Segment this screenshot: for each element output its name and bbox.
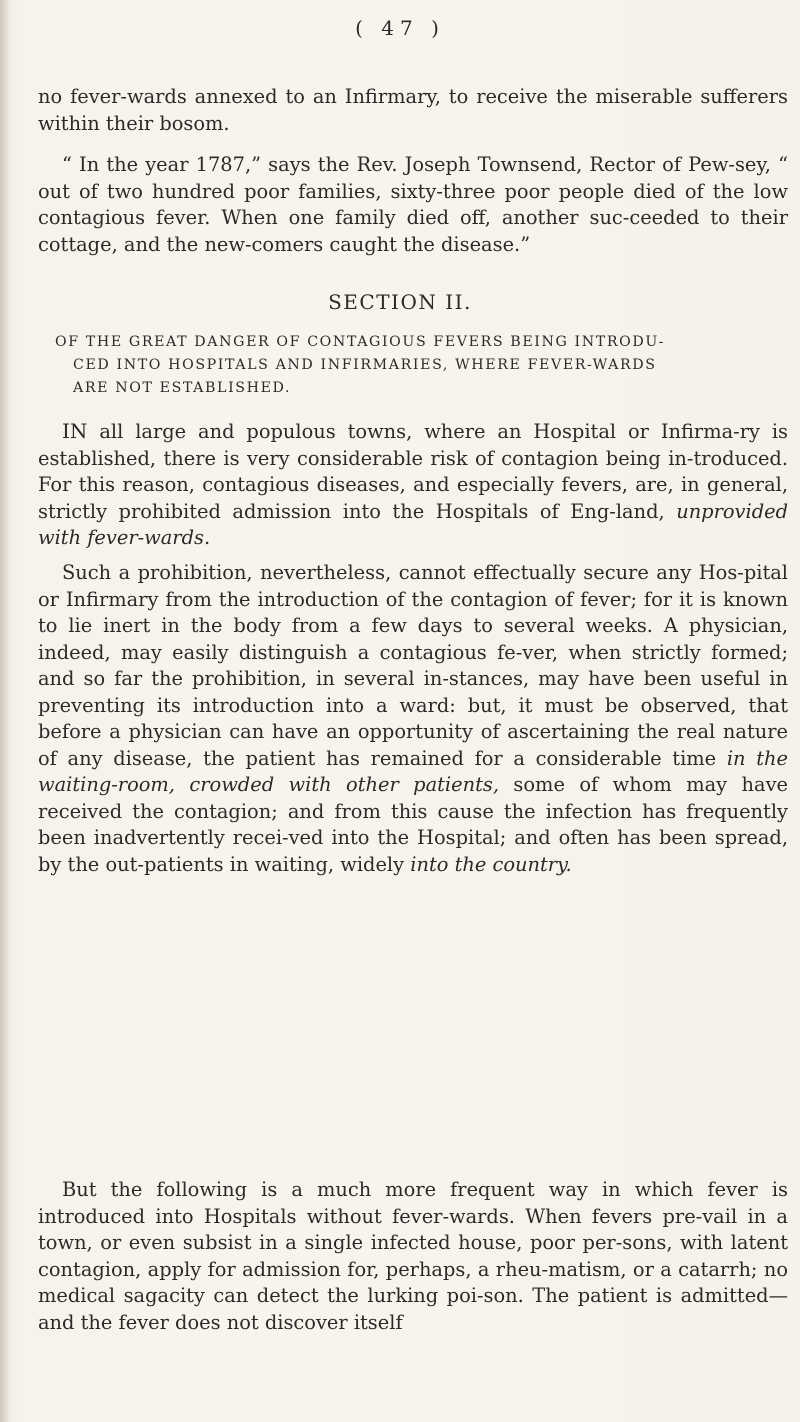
paragraph-3-text (38, 418, 788, 552)
paragraph-2-text: “ In the year 1787,” says the Rev. Joseph Townsend, Rector of Pew-sey, “ out of two hundred poor families, sixty-three poor people died of the low contagious fever. When one family died off, another suc-ceeded to their cottage, and the new-comers caught the disease.” (38, 153, 788, 256)
section-heading: SECTION II. (328, 290, 472, 314)
paragraph-1 (38, 84, 788, 137)
section-subheading-line-1: OF THE GREAT DANGER OF CONTAGIOUS FEVERS BEING INTRODU- (55, 334, 666, 350)
paragraph-2 (38, 152, 788, 258)
page-number: ( 47 ) (355, 16, 445, 40)
paragraph-4-text (38, 560, 788, 878)
paragraph-4-italic-b: into the country. (410, 852, 572, 876)
section-subheading (55, 331, 765, 400)
paragraph-5-text: But the following is a much more frequent way in which fever is introduced into Hospitals without fever-wards. When fevers pre-vail in a town, or even subsist in a single infected house, poor per-sons, with latent contagion, apply for admission for, perhaps, a rheu-matism, or a catarrh; no medical sagacity can detect the lurking poi-son. The patient is admitted—and the fever does not discover itself (38, 1178, 788, 1334)
paragraph-3-italic: unprovided with fever-wards. (38, 499, 788, 549)
paragraph-3 (38, 418, 788, 552)
paragraph-4-italic-a: in the waiting-room, crowded with other patients, (38, 746, 788, 796)
paragraph-3-body: all large and populous towns, where an Hospital or Infirma-ry is established, there is very considerable risk of contagion being in-troduced. For this reason, contagious diseases, and especially fevers, are, in general, strictly prohibited admission into the Hospitals of Eng-land, (38, 420, 788, 523)
section-subheading-line-3: ARE NOT ESTABLISHED. (73, 380, 292, 396)
paragraph-4 (38, 560, 788, 878)
paragraph-3-lead: IN (62, 419, 88, 443)
paragraph-4-body-b: some of whom may have received the contagion; and from this cause the infection has frequently been inadvertently recei-ved into the Hospital; and often has been spread, by the out-patients in waiting, widely (38, 773, 788, 876)
paragraph-5 (38, 1177, 788, 1336)
paragraph-4-body-a: Such a prohibition, nevertheless, cannot effectually secure any Hos-pital or Infirmary from the introduction of the contagion of fever; for it is known to lie inert in the body from a few days to several weeks. A physician, indeed, may easily distinguish a contagious fe-ver, when strictly formed; and so far the prohibition, in several in-stances, may have been useful in preventing its introduction into a ward: but, it must be observed, that before a physician can have an opportunity of ascertaining the real nature of any disease, the patient has remained for a considerable time (38, 561, 788, 770)
paragraph-1-text: no fever-wards annexed to an Infirmary, to receive the miserable sufferers within their bosom. (38, 85, 788, 135)
page-gutter-shadow (0, 0, 10, 1422)
section-subheading-line-2: CED INTO HOSPITALS AND INFIRMARIES, WHERE FEVER-WARDS (73, 357, 657, 373)
